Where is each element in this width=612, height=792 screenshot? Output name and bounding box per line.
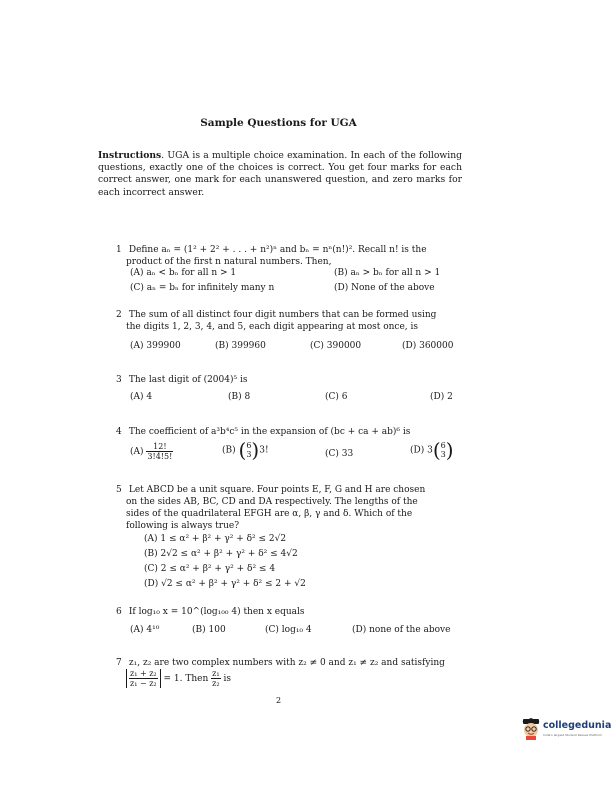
fraction — [129, 669, 158, 688]
option-label: (B) — [222, 445, 236, 456]
question-number: 3 — [116, 375, 122, 385]
q1-option-b: (B) aₙ > bₙ for all n > 1 — [334, 268, 441, 278]
q2-option-b: (B) 399960 — [215, 341, 266, 351]
question-1 — [116, 244, 427, 256]
question-7-line2 — [126, 669, 231, 688]
q1-option-d: (D) None of the above — [334, 283, 435, 293]
question-number: 6 — [116, 607, 122, 617]
equation-text: = 1. Then — [163, 674, 209, 684]
q6-option-c: (C) log₁₀ 4 — [265, 625, 312, 635]
fraction-denominator: 3!4!5! — [147, 452, 173, 461]
question-2-line2: the digits 1, 2, 3, 4, and 5, each digit appearing at most once, is — [126, 322, 419, 332]
question-2 — [116, 309, 436, 321]
q6-option-b: (B) 100 — [192, 625, 226, 635]
equation-tail: is — [223, 674, 231, 684]
logo-tagline: India's largest Student Review Platform — [543, 733, 603, 737]
question-number: 2 — [116, 310, 122, 320]
absolute-value — [126, 669, 161, 688]
fraction-numerator: z₁ — [212, 669, 220, 678]
q5-option-d: (D) √2 ≤ α² + β² + γ² + δ² ≤ 2 + √2 — [144, 579, 306, 589]
option-label: (A) — [130, 447, 144, 457]
question-3 — [116, 374, 247, 386]
question-text: The last digit of (2004)⁵ is — [128, 375, 248, 385]
question-5-line4: following is always true? — [126, 521, 240, 531]
q3-option-b: (B) 8 — [228, 392, 251, 402]
page-title: Sample Questions for UGA — [200, 117, 357, 129]
question-number: 7 — [116, 658, 122, 668]
question-text: z₁, z₂ are two complex numbers with z₂ ≠ 0 and z₁ ≠ z₂ and satisfying — [128, 658, 445, 668]
option-label: (D) 3 — [410, 445, 433, 456]
question-4 — [116, 426, 410, 438]
ratio-fraction — [211, 669, 220, 688]
q1-option-a: (A) aₙ < bₙ for all n > 1 — [130, 268, 237, 278]
fraction — [146, 442, 173, 461]
question-number: 4 — [116, 427, 122, 437]
q5-option-b: (B) 2√2 ≤ α² + β² + γ² + δ² ≤ 4√2 — [144, 549, 298, 559]
q5-option-c: (C) 2 ≤ α² + β² + γ² + δ² ≤ 4 — [144, 564, 276, 574]
question-5-line3: sides of the quadrilateral EFGH are α, β, γ and δ. Which of the — [126, 509, 413, 519]
q6-option-a: (A) 4¹⁰ — [130, 625, 160, 635]
instructions-label: Instructions — [98, 150, 162, 161]
question-text: Define aₙ = (1² + 2² + . . . + n²)ⁿ and bₙ = nⁿ(n!)². Recall n! is the — [128, 245, 427, 255]
binomial-bottom: 3 — [440, 450, 446, 459]
page-number: 2 — [275, 696, 282, 705]
q4-option-c: (C) 33 — [325, 449, 354, 459]
fraction-denominator: z₁ − z₂ — [130, 679, 157, 688]
question-number: 5 — [116, 485, 122, 495]
binomial-bottom: 3 — [246, 450, 252, 459]
q2-option-d: (D) 360000 — [402, 341, 454, 351]
question-1-line2: product of the first n natural numbers. Then, — [126, 257, 332, 267]
question-5 — [116, 484, 425, 496]
q1-option-c: (C) aₙ = bₙ for infinitely many n — [130, 283, 275, 293]
binomial-top: 6 — [440, 441, 446, 450]
question-number: 1 — [116, 245, 122, 255]
q3-option-d: (D) 2 — [430, 392, 453, 402]
question-5-line2: on the sides AB, BC, CD and DA respectively. The lengths of the — [126, 497, 418, 507]
collegedunia-logo — [521, 718, 611, 740]
question-text: The sum of all distinct four digit numbers that can be formed using — [128, 310, 437, 320]
binomial-top: 6 — [246, 441, 252, 450]
q3-option-a: (A) 4 — [130, 392, 153, 402]
question-text: The coefficient of a³b⁴c⁵ in the expansion of (bc + ca + ab)⁶ is — [128, 427, 411, 437]
question-6 — [116, 606, 305, 618]
q4-option-d: (D) 3( 6 3 ) — [410, 438, 454, 462]
question-7 — [116, 657, 445, 669]
q4-option-a — [130, 442, 173, 461]
question-text: If log₁₀ x = 10^(log₁₀₀ 4) then x equals — [128, 607, 305, 617]
question-text: Let ABCD be a unit square. Four points E, F, G and H are chosen — [128, 485, 426, 495]
q2-option-a: (A) 399900 — [130, 341, 181, 351]
logo-name: collegedunia — [543, 720, 612, 731]
q2-option-c: (C) 390000 — [310, 341, 362, 351]
fraction-numerator: z₁ + z₂ — [130, 669, 157, 678]
option-suffix: 3! — [259, 445, 269, 456]
mascot-icon — [521, 718, 541, 740]
q3-option-c: (C) 6 — [325, 392, 348, 402]
instructions-text: . UGA is a multiple choice examination. In each of the following questions, exactly one of the choices is correct. You get four marks for each correct answer, one mark for each unanswered question, and zero marks for each incorrect answer. — [98, 150, 462, 198]
q4-option-b: (B) ( 6 3 )3! — [222, 438, 269, 462]
fraction-denominator: z₂ — [212, 679, 220, 688]
instructions-paragraph — [98, 150, 462, 199]
q6-option-d: (D) none of the above — [352, 625, 451, 635]
q5-option-a: (A) 1 ≤ α² + β² + γ² + δ² ≤ 2√2 — [144, 534, 287, 544]
fraction-numerator: 12! — [146, 442, 173, 452]
